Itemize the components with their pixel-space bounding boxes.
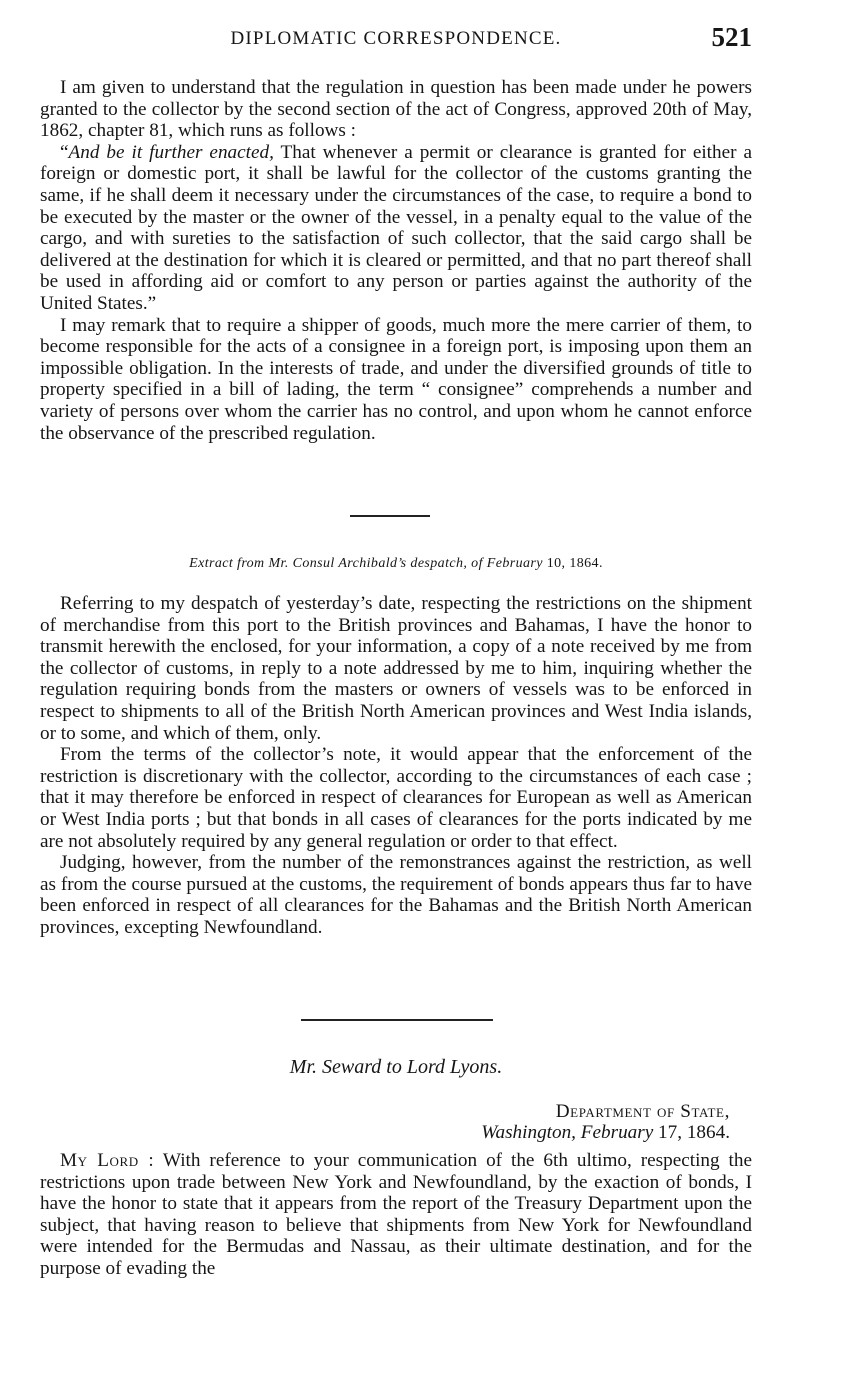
section-divider-2 <box>301 1019 493 1021</box>
quote-italic-phrase: And be it further enacted, <box>68 141 274 163</box>
quote-text: That whenever a permit or clearance is granted for either a foreign or domestic port, it shall be lawful for the collector of the customs granting the same, if he shall deem it necessary under the circumstances of the case, to require a bond to be executed by the master or the owner of the vessel, in a penalty equal to the value of the cargo, and with sureties to the satisfaction of such collector, that the said cargo shall be delivered at the destination for which it is cleared or permitted, and that no part thereof shall be used in affording aid or comfort to any person or parties against the authority of the United States.” <box>40 141 752 314</box>
paragraph-regulation: I am given to understand that the regulation in question has been made under he powers granted to the collector by the second section of the act of Congress, approved 20th of May, 1862, chapter 81, which runs as follows : <box>40 77 752 142</box>
letter-body <box>40 1150 752 1280</box>
extract-heading-date: 10, 1864. <box>542 556 603 571</box>
dept-line: Department of State, <box>555 1101 730 1122</box>
paragraph-remark: I may remark that to require a shipper of goods, much more the mere carrier of them, to become responsible for the acts of a consignee in a foreign port, is imposing upon them an impossible obligation. In the interests of trade, and under the diversified grounds of title to property specified in a bill of lading, the term “ consignee” comprehends a number and variety of persons over whom the carrier has no control, and upon whom he cannot enforce the observance of the prescribed regulation. <box>40 314 752 444</box>
section-1 <box>40 77 752 444</box>
letter-paragraph <box>40 1150 752 1280</box>
letter-body-text: With reference to your communication of the 6th ultimo, respecting the restrictions upon trade between New York and Newfoundland, by the exaction of bonds, I have the honor to state that it appears from the report of the Treasury Department upon the subject, that having reason to believe that shipments from New York for Newfoundland were intended for the Bermudas and Nassau, as their ultimate destination, and for the purpose of evading the <box>40 1150 752 1279</box>
quoted-act <box>40 142 752 315</box>
page-number: 521 <box>711 22 752 52</box>
section-divider-1 <box>350 515 430 517</box>
page-header <box>40 24 752 56</box>
date-text: 17, 1864. <box>653 1122 730 1143</box>
extract-heading <box>40 556 752 572</box>
place-date-line <box>40 1122 730 1144</box>
running-head: DIPLOMATIC CORRESPONDENCE. <box>230 28 562 49</box>
paragraph-judging: Judging, however, from the number of the remonstrances against the restriction, as well as from the course pursued at the customs, the requirement of bonds appears thus far to have been enforced in respect of all clearances for the Bahamas and the British North American provinces, excepting Newfoundland. <box>40 852 752 938</box>
place-text: Washington, February <box>481 1122 654 1143</box>
paragraph-collector-note: From the terms of the collector’s note, it would appear that the enforcement of the restriction is discretionary with the collector, according to the circumstances of each case ; that it may therefore be enforced in respect of clearances for European as well as American or West India ports ; but that bonds in all cases of clearances for the ports indicated by me are not absolutely required by any general regulation or order to that effect. <box>40 744 752 852</box>
salutation: My Lord : <box>60 1150 155 1171</box>
letter-title: Mr. Seward to Lord Lyons. <box>289 1056 503 1078</box>
open-quote: “ <box>60 141 69 163</box>
extract-heading-text: Extract from Mr. Consul Archibald’s despatch, of February <box>189 556 543 571</box>
paragraph-referring: Referring to my despatch of yesterday’s date, respecting the restrictions on the shipment of merchandise from this port to the British provinces and Bahamas, I have the honor to transmit herewith the enclosed, for your information, a copy of a note received by me from the collector of customs, in reply to a note addressed by me to him, inquiring whether the regulation requiring bonds from the masters or owners of vessels was to be enforced in respect to shipments to all of the British North American provinces and West India islands, or to some, and which of them, only. <box>40 593 752 744</box>
section-extract <box>40 593 752 939</box>
